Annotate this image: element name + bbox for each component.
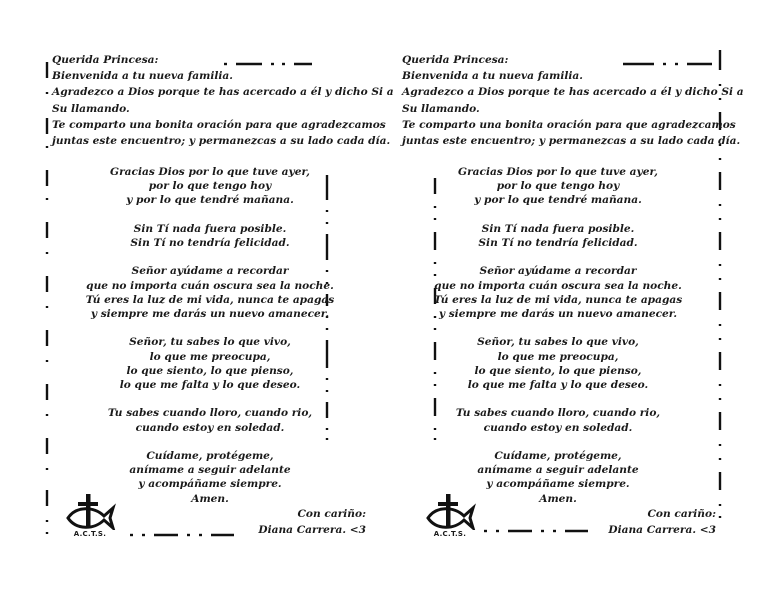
poem-line: Amen. bbox=[539, 492, 577, 505]
poem-stanza bbox=[60, 165, 360, 208]
poem-line: lo que siento, lo que pienso, bbox=[126, 364, 294, 377]
signature: Diana Carrera. <3 bbox=[258, 523, 366, 536]
poem-line: Señor ayúdame a recordar bbox=[479, 265, 637, 278]
intro-line: Bienvenida a tu nueva familia. bbox=[402, 70, 583, 83]
cross-fish-icon bbox=[424, 494, 476, 530]
poem-line: Gracias Dios por lo que tuve ayer, bbox=[110, 166, 310, 178]
intro-line: Su llamando. bbox=[402, 102, 480, 115]
card-right bbox=[350, 0, 744, 594]
poem-line: por lo que tengo hoy bbox=[496, 180, 620, 193]
intro-line: Su llamando. bbox=[52, 102, 130, 115]
intro-line: juntas este encuentro; y permanezcas a su lado cada día. bbox=[52, 135, 391, 148]
poem-line: Amen. bbox=[191, 492, 229, 505]
poem-line: cuando estoy en soledad. bbox=[135, 421, 285, 434]
poem-line: Tú eres la luz de mi vida, nunca te apagas bbox=[433, 293, 683, 306]
logo-text: A.C.T.S. bbox=[73, 530, 107, 538]
poem-stanza bbox=[408, 335, 708, 392]
poem-stanza bbox=[408, 264, 708, 321]
prayer-poem bbox=[408, 165, 708, 520]
poem-line: anímame a seguir adelante bbox=[129, 464, 291, 477]
intro-line: Te comparto una bonita oración para que agradezcamos bbox=[402, 118, 736, 131]
poem-line: y siempre me darás un nuevo amanecer. bbox=[438, 308, 678, 320]
poem-line: lo que me preocupa, bbox=[149, 350, 271, 363]
poem-line: y por lo que tendré mañana. bbox=[126, 194, 294, 207]
poem-line: Señor ayúdame a recordar bbox=[131, 265, 289, 278]
intro-line: Agradezco a Dios porque te has acercado a él y dicho Si a bbox=[402, 86, 744, 99]
poem-line: lo que siento, lo que pienso, bbox=[474, 364, 642, 377]
signoff-line: Con cariño: bbox=[647, 508, 716, 520]
cross-fish-icon bbox=[64, 494, 116, 530]
poem-stanza bbox=[408, 165, 708, 208]
poem-stanza bbox=[60, 335, 360, 392]
poem-line: Gracias Dios por lo que tuve ayer, bbox=[458, 166, 658, 178]
signoff bbox=[608, 507, 716, 538]
intro-line: juntas este encuentro; y permanezcas a su lado cada día. bbox=[402, 135, 741, 148]
poem-line: y siempre me darás un nuevo amanecer. bbox=[90, 308, 330, 320]
poem-stanza bbox=[408, 222, 708, 250]
greeting: Querida Princesa: bbox=[402, 54, 509, 66]
poem-line: que no importa cuán oscura sea la noche. bbox=[434, 279, 682, 292]
poem-line: y por lo que tendré mañana. bbox=[474, 194, 642, 207]
poem-line: Sin Tí no tendría felicidad. bbox=[130, 237, 290, 249]
poem-line: Cuídame, protégeme, bbox=[146, 449, 274, 462]
poem-line: Tú eres la luz de mi vida, nunca te apagas bbox=[85, 293, 335, 306]
intro-line: Agradezco a Dios porque te has acercado a él y dicho Si a bbox=[52, 86, 394, 99]
intro-text bbox=[52, 52, 394, 149]
poem-line: Tu sabes cuando lloro, cuando rio, bbox=[455, 407, 661, 420]
poem-line: Señor, tu sabes lo que vivo, bbox=[129, 336, 291, 349]
poem-line: anímame a seguir adelante bbox=[477, 464, 639, 477]
poem-line: Señor, tu sabes lo que vivo, bbox=[477, 336, 639, 349]
poem-stanza bbox=[408, 406, 708, 434]
poem-line: lo que me preocupa, bbox=[497, 350, 619, 363]
poem-stanza bbox=[60, 222, 360, 250]
prayer-poem bbox=[60, 165, 360, 520]
poem-line: Tu sabes cuando lloro, cuando rio, bbox=[107, 407, 313, 420]
acts-logo bbox=[424, 494, 476, 540]
intro-line: Te comparto una bonita oración para que agradezcamos bbox=[52, 118, 386, 131]
poem-line: que no importa cuán oscura sea la noche. bbox=[86, 279, 334, 292]
intro-line: Bienvenida a tu nueva familia. bbox=[52, 70, 233, 83]
intro-text bbox=[402, 52, 744, 149]
poem-line: Sin Tí no tendría felicidad. bbox=[478, 237, 638, 249]
poem-line: Cuídame, protégeme, bbox=[494, 449, 622, 462]
poem-line: y acompáñame siempre. bbox=[138, 478, 282, 491]
poem-line: por lo que tengo hoy bbox=[148, 180, 272, 193]
poem-line: cuando estoy en soledad. bbox=[483, 421, 633, 434]
signoff-line: Con cariño: bbox=[297, 508, 366, 520]
poem-line: y acompáñame siempre. bbox=[486, 478, 630, 491]
signature: Diana Carrera. <3 bbox=[608, 523, 716, 536]
poem-line: Sin Tí nada fuera posible. bbox=[481, 222, 635, 235]
poem-stanza bbox=[60, 406, 360, 434]
poem-stanza bbox=[60, 264, 360, 321]
acts-logo bbox=[64, 494, 116, 540]
logo-text: A.C.T.S. bbox=[433, 530, 467, 538]
poem-line: Sin Tí nada fuera posible. bbox=[133, 222, 287, 235]
poem-line: lo que me falta y lo que deseo. bbox=[119, 379, 301, 391]
greeting: Querida Princesa: bbox=[52, 54, 159, 66]
poem-line: lo que me falta y lo que deseo. bbox=[467, 379, 649, 391]
